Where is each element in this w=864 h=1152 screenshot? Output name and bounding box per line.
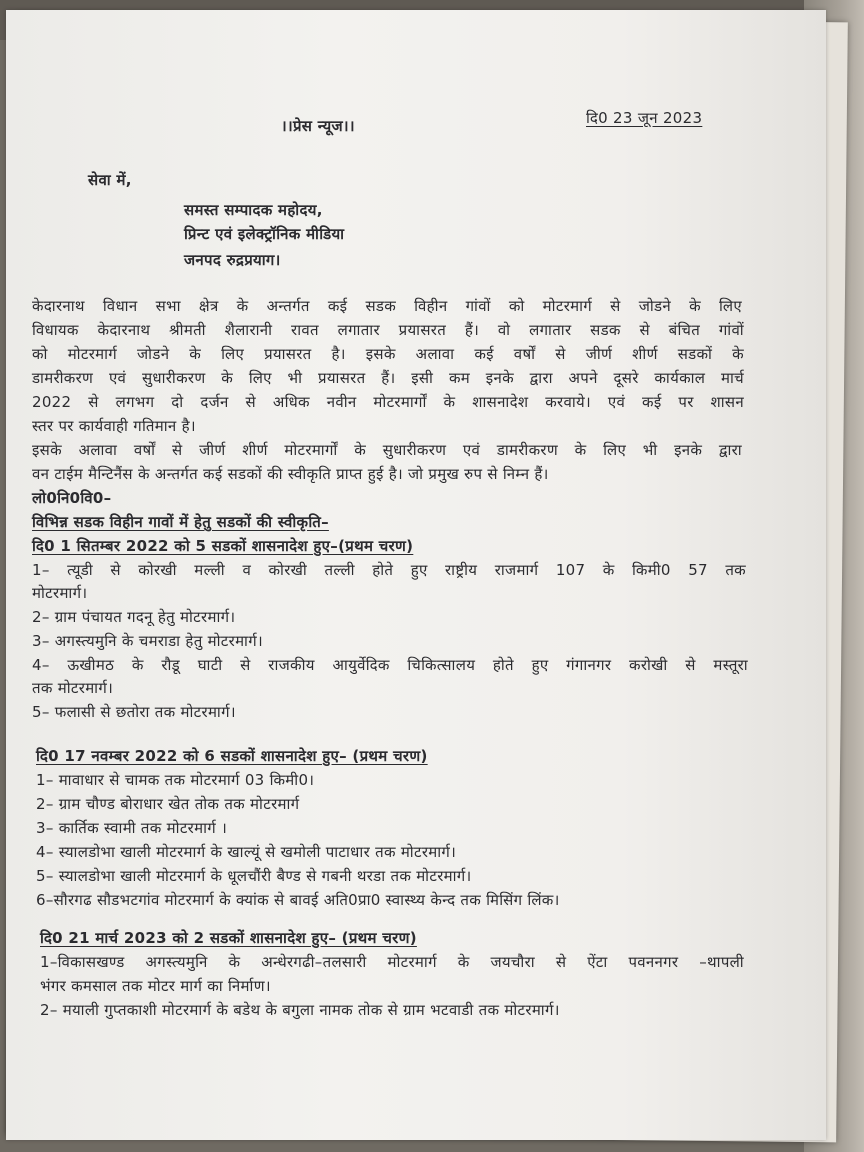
- section-1-item-4: 4– ऊखीमठ के रौडू घाटी से राजकीय आयुर्वेदिक चिकित्सालय होते हुए गंगानगर करोखी से मस्तूरा: [32, 656, 748, 674]
- section-1-item-3: 3– अगस्त्यमुनि के चमराडा हेतु मोटरमार्ग।: [32, 632, 263, 650]
- paragraph-1-line-5: 2022 से लगभग दो दर्जन से अधिक नवीन मोटरमार्गों के शासनादेश करवाये। एवं कई पर शासन: [32, 393, 744, 411]
- address-line-3: जनपद रुद्रप्रयाग।: [184, 251, 281, 269]
- section-3-item-1-cont: भंगर कमसाल तक मोटर मार्ग का निर्माण।: [40, 977, 271, 995]
- section-3-item-2: 2– मयाली गुप्तकाशी मोटरमार्ग के बडेथ के बगुला नामक तोक से ग्राम भटवाडी तक मोटरमार्ग।: [40, 1001, 560, 1019]
- paragraph-1-line-6: स्तर पर कार्यवाही गतिमान है।: [32, 417, 196, 435]
- section-2-heading: दि0 17 नवम्बर 2022 को 6 सडकों शासनादेश हुए– (प्रथम चरण): [36, 747, 428, 765]
- address-line-1: समस्त सम्पादक महोदय,: [184, 201, 323, 219]
- paragraph-2-line-1: इसके अलावा वर्षों से जीर्ण शीर्ण मोटरमार्गों के सुधारीकरण एवं डामरीकरण के लिए भी इनके द्वारा: [32, 441, 742, 459]
- section-1-item-2: 2– ग्राम पंचायत गदनू हेतु मोटरमार्ग।: [32, 608, 236, 626]
- section-1-item-5: 5– फलासी से छतोरा तक मोटरमार्ग।: [32, 703, 236, 721]
- press-release-page: [6, 10, 826, 1140]
- section-2-item-6: 6–सौरगढ सौडभटगांव मोटरमार्ग के क्यांक से बावई अति0प्रा0 स्वास्थ्य केन्द तक मिसिंग लिंक।: [36, 891, 560, 909]
- section-2-item-1: 1– मावाधार से चामक तक मोटरमार्ग 03 किमी0।: [36, 771, 315, 789]
- section-2-item-5: 5– स्यालडोभा खाली मोटरमार्ग के धूलचौंरी बैण्ड से गबनी थरडा तक मोटरमार्ग।: [36, 867, 472, 885]
- paragraph-1-line-4: डामरीकरण एवं सुधारीकरण के लिए भी प्रयासरत हैं। इसी कम इनके द्वारा अपने दूसरे कार्यकाल मार्च: [32, 369, 744, 387]
- approval-subheading: विभिन्न सडक विहीन गावों में हेतु सडकों की स्वीकृति–: [32, 513, 329, 531]
- section-1-item-1-cont: मोटरमार्ग।: [32, 584, 88, 602]
- section-2-item-3: 3– कार्तिक स्वामी तक मोटरमार्ग ।: [36, 819, 228, 837]
- section-1-item-4-cont: तक मोटरमार्ग।: [32, 679, 114, 697]
- department-label: लो0नि0वि0–: [32, 489, 112, 507]
- address-line-2: प्रिन्ट एवं इलेक्ट्रॉनिक मीडिया: [184, 225, 345, 243]
- salutation: सेवा में,: [88, 171, 132, 189]
- section-1-item-1: 1– त्यूडी से कोरखी मल्ली व कोरखी तल्ली होते हुए राष्ट्रीय राजमार्ग 107 के किमी0 57 तक: [32, 561, 746, 579]
- section-2-item-2: 2– ग्राम चौण्ड बोराधार खेत तोक तक मोटरमार्ग: [36, 795, 300, 813]
- section-3-item-1: 1–विकासखण्ड अगस्त्यमुनि के अन्धेरगढी–तलसारी मोटरमार्ग के जयचौरा से ऐंटा पवननगर –थापली: [40, 953, 744, 971]
- paragraph-1-line-2: विधायक केदारनाथ श्रीमती शैलारानी रावत लगातार प्रयासरत हैं। वो लगातार सडक से बंचित गांवों: [32, 321, 744, 339]
- document-date: दि0 23 जून 2023: [586, 109, 703, 127]
- document-title: ।।प्रेस न्यूज।।: [281, 117, 355, 135]
- paragraph-1-line-3: को मोटरमार्ग जोडने के लिए प्रयासरत है। इसके अलावा कई वर्षों से जीर्ण शीर्ण सडकों के: [32, 345, 744, 363]
- section-3-heading: दि0 21 मार्च 2023 को 2 सडकों शासनादेश हुए– (प्रथम चरण): [40, 929, 417, 947]
- paragraph-2-line-2: वन टाईम मैन्टिनैंस के अन्तर्गत कई सडकों की स्वीकृति प्राप्त हुई है। जो प्रमुख रुप से निम्न हैं।: [32, 465, 549, 483]
- section-1-heading: दि0 1 सितम्बर 2022 को 5 सडकों शासनादेश हुए–(प्रथम चरण): [32, 537, 414, 555]
- paragraph-1-line-1: केदारनाथ विधान सभा क्षेत्र के अन्तर्गत कई सडक विहीन गांवों को मोटरमार्ग से जोडने के लिए: [32, 297, 742, 315]
- section-2-item-4: 4– स्यालडोभा खाली मोटरमार्ग के खाल्यूं से खमोली पाटाधार तक मोटरमार्ग।: [36, 843, 457, 861]
